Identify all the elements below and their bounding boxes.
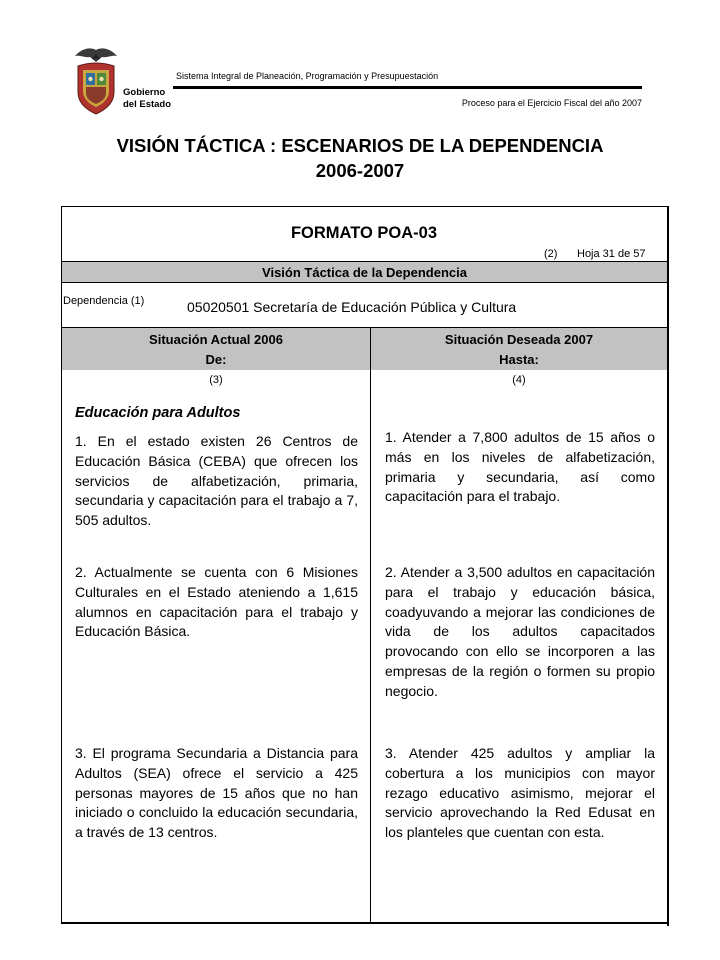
sheet-code: (2): [544, 248, 558, 260]
current-item-2: 2. Actualmente se cuenta con 6 Misiones Culturales en el Estado ateniendo a 1,615 alumnos en capacitación para el trabajo y Educación Básica.: [75, 564, 358, 640]
system-name: Sistema Integral de Planeación, Programación y Presupuestación: [176, 71, 439, 81]
current-situation-header: [62, 330, 370, 370]
process-text: Proceso para el Ejercicio Fiscal del año 2007: [461, 98, 642, 108]
desired-column-code: (4): [512, 374, 526, 386]
current-item-3: 3. El programa Secundaria a Distancia para Adultos (SEA) ofrece el servicio a 425 personas mayores de 15 años que no han iniciado o concluido la educación secundaria, a través de 13 centros.: [75, 745, 358, 841]
program-heading: Educación para Adultos: [75, 405, 241, 421]
form-bottom-border: [61, 922, 669, 924]
sheet-number: Hoja 31 de 57: [577, 248, 646, 260]
current-column-code: (3): [209, 374, 223, 386]
column-divider: [370, 327, 371, 922]
government-label-line1: Gobierno: [123, 87, 166, 98]
dependency-value: 05020501 Secretaría de Educación Pública y Cultura: [187, 299, 517, 315]
desired-item-3: 3. Atender 425 adultos y ampliar la cobertura a los municipios con mayor rezago educativo asimismo, mejorar el servicio aprovechando la Red Edusat en los planteles que cuentan con esta.: [385, 745, 655, 841]
page-title-line2: 2006-2007: [315, 160, 405, 181]
current-situation-heading: Situación Actual 2006: [149, 332, 283, 347]
header-rule: [173, 86, 642, 89]
dependency-label: Dependencia (1): [63, 295, 145, 307]
desired-situation-header: [371, 330, 667, 370]
desired-item-1: 1. Atender a 7,800 adultos de 15 años o más en los niveles de alfabetización, primaria y secundaria, así como capacitación para el trabajo.: [385, 429, 655, 505]
page-title: [0, 133, 720, 183]
desired-situation-heading: Situación Deseada 2007: [444, 332, 594, 347]
section-band-title: Visión Táctica de la Dependencia: [262, 265, 467, 280]
government-label: [123, 87, 171, 111]
state-coat-of-arms-icon: [72, 46, 120, 116]
government-label-line2: del Estado: [123, 99, 172, 110]
desired-item-2: 2. Atender a 3,500 adultos en capacitación para el trabajo y educación básica, coadyuvando a mejorar las condiciones de vida de los adultos capacitados provocando con ello se incorporen a las empresas de la región o formen su propio negocio.: [385, 564, 655, 699]
format-title: FORMATO POA-03: [290, 224, 438, 242]
current-situation-from: De:: [205, 352, 227, 367]
desired-situation-to: Hasta:: [499, 352, 539, 367]
page-title-line1: VISIÓN TÁCTICA : ESCENARIOS DE LA DEPENDENCIA: [116, 135, 604, 156]
form-right-border: [667, 206, 669, 926]
current-item-1: 1. En el estado existen 26 Centros de Educación Básica (CEBA) que ofrecen los servicios de alfabetización, primaria, secundaria y capacitación para el trabajo a 7, 505 adultos.: [75, 433, 358, 529]
